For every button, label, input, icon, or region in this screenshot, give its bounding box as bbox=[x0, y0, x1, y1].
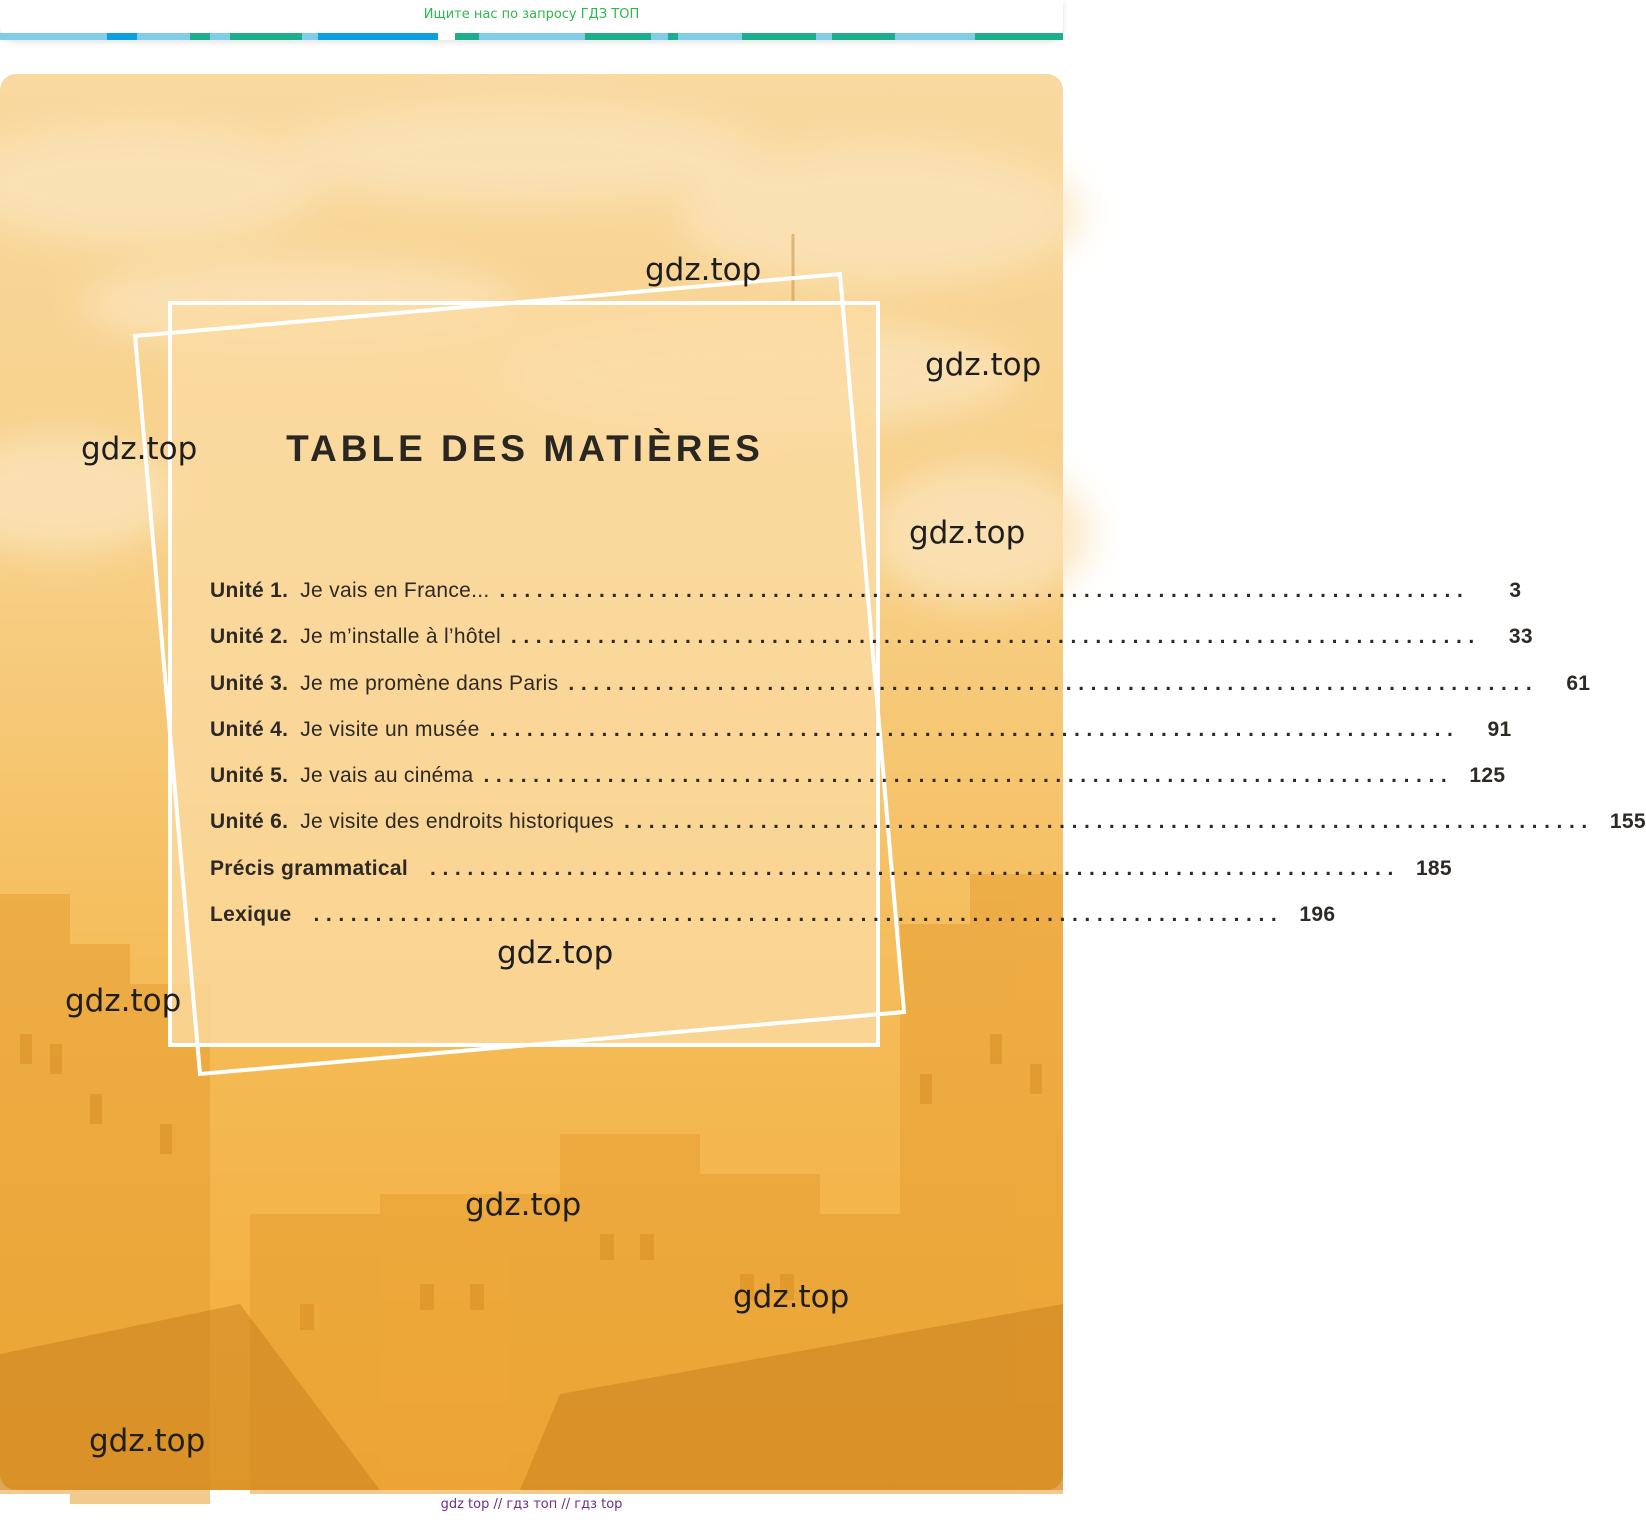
toc-unit-label: Lexique bbox=[210, 903, 292, 927]
watermark: gdz.top bbox=[81, 431, 198, 467]
page-title: TABLE DES MATIÈRES bbox=[286, 428, 764, 469]
toc-page-number: 3 bbox=[1509, 579, 1522, 602]
toc-leader-dots: .............................................................................. bbox=[483, 764, 1454, 788]
toc-chapter-title: Je m’installe à l’hôtel bbox=[300, 625, 501, 649]
footer-links[interactable]: gdz top // гдз топ // гдз top bbox=[440, 1497, 623, 1512]
toc-chapter-title: Je visite un musée bbox=[300, 717, 480, 741]
toc-page-number: 61 bbox=[1566, 671, 1591, 695]
watermark: gdz.top bbox=[645, 252, 762, 288]
toc-row[interactable] bbox=[210, 810, 1646, 856]
toc-row[interactable] bbox=[210, 856, 1452, 903]
toc-chapter-title: Je visite des endroits historiques bbox=[300, 810, 614, 834]
toc-row[interactable] bbox=[210, 764, 1506, 810]
toc-chapter-title: Je vais en France... bbox=[300, 579, 490, 602]
toc-leader-dots: .............................................................................. bbox=[499, 579, 1470, 602]
toc-unit-label: Unité 3. bbox=[210, 671, 289, 695]
toc-unit-label: Unité 4. bbox=[210, 717, 289, 741]
toc-page-number: 91 bbox=[1487, 717, 1512, 741]
toc-page-number: 125 bbox=[1469, 764, 1506, 788]
toc-leader-dots: .............................................................................. bbox=[313, 903, 1284, 927]
toc-page-number: 196 bbox=[1299, 903, 1336, 927]
banner-stripe bbox=[0, 33, 1063, 40]
watermark: gdz.top bbox=[733, 1279, 850, 1315]
toc-row[interactable] bbox=[210, 717, 1512, 764]
banner-text[interactable]: Ищите нас по запросу ГДЗ ТОП bbox=[423, 7, 640, 22]
watermark: gdz.top bbox=[909, 515, 1026, 551]
top-banner bbox=[0, 0, 1063, 40]
toc-unit-label: Unité 2. bbox=[210, 625, 289, 649]
toc-unit-label: Unité 1. bbox=[210, 579, 289, 602]
toc-leader-dots: .............................................................................. bbox=[510, 625, 1481, 649]
watermark: gdz.top bbox=[497, 935, 614, 971]
watermark: gdz.top bbox=[89, 1423, 206, 1459]
toc-leader-dots: .............................................................................. bbox=[568, 671, 1539, 695]
watermark: gdz.top bbox=[65, 983, 182, 1019]
toc-unit-label: Précis grammatical bbox=[210, 856, 409, 880]
toc-chapter-title: Je me promène dans Paris bbox=[300, 671, 559, 695]
watermark: gdz.top bbox=[465, 1187, 582, 1223]
watermark: gdz.top bbox=[925, 347, 1042, 383]
toc-page-number: 185 bbox=[1415, 856, 1452, 880]
toc-leader-dots: .............................................................................. bbox=[623, 810, 1594, 834]
toc-row[interactable] bbox=[210, 671, 1591, 718]
toc-leader-dots: .............................................................................. bbox=[430, 856, 1400, 880]
toc-row[interactable] bbox=[210, 625, 1533, 671]
toc-chapter-title: Je vais au cinéma bbox=[300, 764, 474, 788]
toc-page-number: 33 bbox=[1508, 625, 1533, 649]
toc-unit-label: Unité 6. bbox=[210, 810, 289, 834]
toc-unit-label: Unité 5. bbox=[210, 764, 289, 788]
toc-page-number: 155 bbox=[1609, 810, 1646, 834]
toc-row[interactable] bbox=[210, 579, 1522, 625]
book-page bbox=[0, 74, 1646, 1490]
toc-leader-dots: .............................................................................. bbox=[489, 717, 1460, 741]
table-of-contents bbox=[210, 579, 1646, 949]
